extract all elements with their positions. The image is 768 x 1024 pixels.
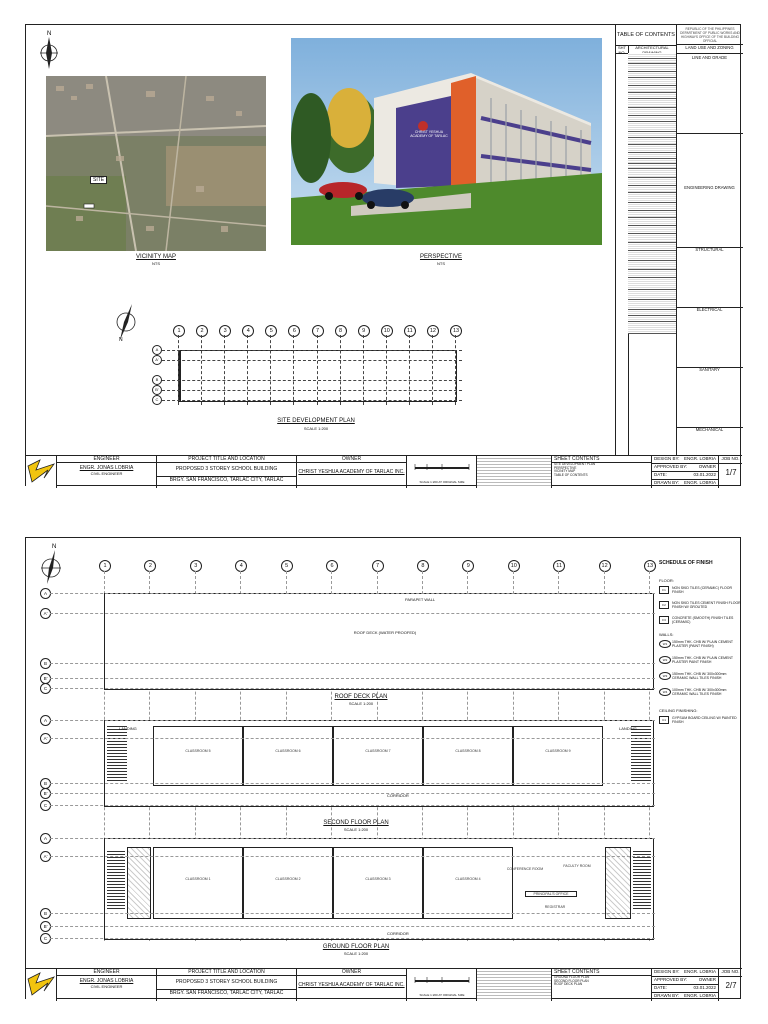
toc-row <box>628 169 676 178</box>
site-label: SITE <box>90 176 107 184</box>
sheet-contents-header: SHEET CONTENTS <box>552 456 651 463</box>
finish-floor-desc: NON SKID TILES CEMENT FINISH FLOOR FINISH W/ GROUTED <box>672 601 741 610</box>
engineer-header: ENGINEER <box>57 969 156 976</box>
grid-line <box>432 335 433 405</box>
grid-line <box>247 335 248 405</box>
site-plan-scale: SCALE 1:200 <box>303 426 329 431</box>
project-title: PROPOSED 3 STOREY SCHOOL BUILDING <box>157 976 296 990</box>
grid-column-bubble: 10 <box>381 325 393 337</box>
grid-line <box>270 335 271 405</box>
finish-ceiling-code: C1 <box>659 716 669 724</box>
grid-line <box>50 793 655 794</box>
grid-line <box>162 360 462 361</box>
grid-row-bubble: C <box>40 800 51 811</box>
grid-line <box>293 335 294 405</box>
grid-column-bubble: 8 <box>417 560 429 572</box>
toc-row <box>628 178 676 186</box>
project-location: BRGY. SAN FRANCISCO, TARLAC CITY, TARLAC <box>169 990 284 996</box>
title-block <box>26 968 742 1001</box>
finish-floor-code: F3 <box>659 616 669 624</box>
discipline-structural: STRUCTURAL <box>676 247 743 308</box>
roof-deck-scale: SCALE 1:200 <box>348 701 374 706</box>
grid-column-bubble: 10 <box>508 560 520 572</box>
grid-row-bubble: C <box>40 933 51 944</box>
grid-row-bubble: C <box>40 683 51 694</box>
grid-column-bubble: 13 <box>644 560 656 572</box>
roof-deck-plan <box>104 593 654 690</box>
finish-wall-desc: 150mm THK. CHB W/ PLAIN CEMENT PLASTER (PAINT FINISH) <box>672 640 733 649</box>
engineer-header: ENGINEER <box>57 456 156 463</box>
project-title: PROPOSED 3 STOREY SCHOOL BUILDING <box>157 463 296 477</box>
toc-row <box>628 86 676 93</box>
grid-column-bubble: 1 <box>99 560 111 572</box>
grid-row-bubble: A' <box>152 355 162 365</box>
grid-line <box>50 688 655 689</box>
owner-header: OWNER <box>297 456 406 463</box>
date-value: 03.01.2022 <box>693 985 716 990</box>
grid-column-bubble: 6 <box>326 560 338 572</box>
north-arrow-icon <box>112 302 140 342</box>
toc-row <box>628 270 676 278</box>
faculty-room-label: FACULTY ROOM <box>563 864 591 868</box>
finish-floor-code: F1 <box>659 586 669 594</box>
grid-column-bubble: 9 <box>358 325 370 337</box>
toc-row <box>628 278 676 290</box>
grid-line <box>363 335 364 405</box>
grid-row-bubble: B' <box>40 921 51 932</box>
schedule-wall-header: WALLS: <box>659 632 674 637</box>
finish-wall-desc: 150mm THK. CHB W/ PLAIN CEMENT PLASTER PAINT FINISH <box>672 656 733 665</box>
roof-deck-label: ROOF DECK (WATER PROOFED) <box>353 630 417 635</box>
design-by-label: DESIGN BY: <box>654 456 680 461</box>
ground-corridor-label: CORRIDOR <box>387 931 409 936</box>
classroom <box>333 847 423 919</box>
grid-column-bubble: 11 <box>553 560 565 572</box>
schedule-title: SCHEDULE OF FINISH <box>659 560 713 566</box>
classroom-label: CLASSROOM 9 <box>545 749 571 753</box>
grid-column-bubble: 4 <box>242 325 254 337</box>
perspective-render <box>291 38 602 245</box>
site-development-plan <box>144 325 464 410</box>
approved-by-label: APPROVED BY: <box>654 464 688 469</box>
toc-authority: REPUBLIC OF THE PHILIPPINES DEPARTMENT OF PUBLIC WORKS AND HIGHWAYS OFFICE OF THE BUILDING OFFICIAL <box>676 25 743 45</box>
finish-wall-code: W1 <box>659 640 671 648</box>
toc-row <box>628 99 676 108</box>
date-label: DATE: <box>654 985 667 990</box>
landing-right-label: LANDING <box>619 726 637 731</box>
toc-row <box>628 78 676 86</box>
vicinity-map-caption: VICINITY MAP <box>136 254 176 260</box>
grid-line <box>50 613 655 614</box>
finish-floor-code: F2 <box>659 601 669 609</box>
finish-wall-code: W2 <box>659 656 671 664</box>
classroom-label: CLASSROOM 5 <box>185 749 211 753</box>
comfort-room-left <box>127 847 151 919</box>
site-building-outline <box>178 350 457 402</box>
toc-row <box>628 193 676 203</box>
roof-deck-caption: ROOF DECK PLAN <box>334 694 388 700</box>
schedule-ceiling-header: CEILING FINISHING: <box>659 708 698 713</box>
finish-floor-desc: NON SKID TILES (CERAMIC) FLOOR FINISH <box>672 586 733 595</box>
grid-column-bubble: 6 <box>288 325 300 337</box>
registrar-label: REGISTRAR <box>544 905 566 909</box>
toc-row <box>628 226 676 234</box>
toc-row <box>628 186 676 193</box>
toc-row <box>628 243 676 251</box>
grid-line <box>317 335 318 405</box>
ground-floor-plan <box>104 838 654 940</box>
stair-right <box>631 726 651 781</box>
toc-drawings-column: ARCHITECTURAL <box>628 45 677 455</box>
toc-title: TABLE OF CONTENTS <box>616 25 676 46</box>
toc-sheet-column: SHT NO. <box>616 45 629 455</box>
toc-row <box>628 203 676 211</box>
landing-left-label: LANDING <box>119 726 137 731</box>
toc-row <box>628 64 676 72</box>
grid-column-bubble: 13 <box>450 325 462 337</box>
scale-note: SCALE 1:200 AT ORIGINAL SIZE <box>419 480 465 484</box>
firm-logo-icon <box>26 969 56 1001</box>
svg-text:N: N <box>52 544 57 550</box>
design-by-label: DESIGN BY: <box>654 969 680 974</box>
project-location: BRGY. SAN FRANCISCO, TARLAC CITY, TARLAC <box>169 477 284 483</box>
grid-line <box>50 926 655 927</box>
grid-line <box>50 805 655 806</box>
grid-line <box>162 390 462 391</box>
grid-row-bubble: A <box>40 833 51 844</box>
toc-row <box>628 300 676 310</box>
classroom <box>243 726 333 786</box>
toc-row <box>628 108 676 116</box>
grid-column-bubble: 11 <box>404 325 416 337</box>
second-floor-scale: SCALE 1:200 <box>343 827 369 832</box>
approved-by-value: OWNER <box>698 464 716 469</box>
grid-row-bubble: A' <box>40 733 51 744</box>
grid-line <box>455 335 456 405</box>
grid-column-bubble: 8 <box>335 325 347 337</box>
conference-room-label: CONFERENCE ROOM <box>506 867 544 871</box>
classroom <box>423 847 513 919</box>
discipline-sanitary: SANITARY <box>676 367 743 428</box>
principals-office-label: PRINCIPAL'S OFFICE <box>525 891 577 897</box>
grid-line <box>50 738 655 739</box>
toc-row <box>628 234 676 243</box>
graphic-scale-bar <box>407 456 477 480</box>
discipline-land-use: LAND USE AND ZONING <box>676 45 743 54</box>
grid-column-bubble: 3 <box>219 325 231 337</box>
grid-line <box>386 335 387 405</box>
classroom-label: CLASSROOM 1 <box>185 877 211 881</box>
grid-column-bubble: 9 <box>462 560 474 572</box>
classroom <box>333 726 423 786</box>
perspective-scale: NTS <box>437 261 445 266</box>
grid-column-bubble: 2 <box>144 560 156 572</box>
engineer-role: CIVIL ENGINEER <box>90 984 123 989</box>
classroom <box>423 726 513 786</box>
title-block <box>26 455 742 488</box>
firm-logo-icon <box>26 456 56 488</box>
stair-right <box>633 851 651 911</box>
finish-wall-code: W3 <box>659 672 671 680</box>
comfort-room-right <box>605 847 631 919</box>
svg-text:N: N <box>47 31 52 37</box>
grid-column-bubble: 7 <box>372 560 384 572</box>
classroom <box>153 726 243 786</box>
classroom-label: CLASSROOM 2 <box>275 877 301 881</box>
grid-line <box>162 400 462 401</box>
design-by-value: ENGR. LOBRIA <box>683 456 716 461</box>
toc-disciplines <box>676 45 743 455</box>
classroom-label: CLASSROOM 6 <box>275 749 301 753</box>
grid-line <box>50 838 655 839</box>
engineer-name: ENGR. JONAS LOBRIA <box>79 978 134 984</box>
north-arrow-icon <box>38 27 68 71</box>
schedule-floor-header: FLOOR: <box>659 578 674 583</box>
graphic-scale-bar <box>407 969 477 993</box>
drawing-sheet-1 <box>25 24 741 486</box>
table-of-contents <box>615 25 743 455</box>
classroom <box>153 847 243 919</box>
grid-line <box>162 350 462 351</box>
stair-left <box>107 726 127 781</box>
building-sign: CHRIST YESHUA ACADEMY OF TARLAC <box>410 130 448 138</box>
owner-name: CHRIST YESHUA ACADEMY OF TARLAC INC. <box>298 469 405 475</box>
design-by-value: ENGR. LOBRIA <box>683 969 716 974</box>
grid-row-bubble: A' <box>40 608 51 619</box>
grid-row-bubble: B <box>152 375 162 385</box>
classroom-label: CLASSROOM 7 <box>365 749 391 753</box>
discipline-line-grade: LINE AND GRADE <box>676 53 743 134</box>
job-no-label: JOB NO. <box>719 456 742 464</box>
engineer-role: CIVIL ENGINEER <box>90 471 123 476</box>
grid-column-bubbles <box>26 538 742 568</box>
sheet-number: 1/7 <box>725 468 737 477</box>
toc-row <box>628 138 676 145</box>
grid-line <box>50 938 655 939</box>
toc-row <box>628 211 676 218</box>
sheet-contents-list: SITE DEVELOPMENT PLAN PERSPECTIVE VICINITY MAP TABLE OF CONTENTS <box>554 462 596 477</box>
grid-row-bubble: A <box>40 715 51 726</box>
grid-row-bubble: C <box>152 395 162 405</box>
toc-row <box>628 322 676 334</box>
grid-row-bubble: A <box>40 588 51 599</box>
ground-floor-caption: GROUND FLOOR PLAN <box>322 944 390 950</box>
toc-row <box>628 122 676 132</box>
toc-row <box>628 145 676 153</box>
sheet-contents-list: GROUND FLOOR PLAN SECOND FLOOR PLAN ROOF DECK PLAN <box>554 975 590 987</box>
finish-wall-desc: 100mm THK. CHB W/ 300x300mm CERAMIC WALL TILES FINISH <box>672 688 727 697</box>
toc-row <box>628 261 676 270</box>
finish-ceiling-desc: GYPSUM BOARD CEILING W/ PAINTED FINISH <box>672 716 737 725</box>
grid-line <box>201 335 202 405</box>
finish-wall-desc: 150mm THK. CHB W/ 300x300mm CERAMIC WALL TILES FINISH <box>672 672 727 681</box>
drawn-by-value: ENGR. LOBRIA <box>683 480 716 485</box>
discipline-engineering: ENGINEERING DRAWING <box>676 185 743 248</box>
date-label: DATE: <box>654 472 667 477</box>
vicinity-map-scale: NTS <box>152 261 160 266</box>
grid-line <box>50 856 655 857</box>
owner-header: OWNER <box>297 969 406 976</box>
grid-line <box>50 783 655 784</box>
drawn-by-label: DRAWN BY: <box>654 480 680 485</box>
grid-row-bubble: B' <box>40 788 51 799</box>
grid-row-bubble: B' <box>40 673 51 684</box>
classroom <box>513 726 603 786</box>
toc-row <box>628 218 676 226</box>
drawn-by-value: ENGR. LOBRIA <box>683 993 716 998</box>
grid-line <box>409 335 410 405</box>
date-value: 03.01.2022 <box>693 472 716 477</box>
classroom-label: CLASSROOM 4 <box>455 877 481 881</box>
grid-row-bubble: A' <box>40 851 51 862</box>
job-no-label: JOB NO. <box>719 969 742 977</box>
sheet-number: 2/7 <box>725 981 737 990</box>
general-notes <box>476 456 551 488</box>
perspective-caption: PERSPECTIVE <box>419 254 462 260</box>
engineer-name: ENGR. JONAS LOBRIA <box>79 465 134 471</box>
classroom <box>243 847 333 919</box>
drawn-by-label: DRAWN BY: <box>654 993 680 998</box>
schedule-of-finish <box>659 560 739 740</box>
general-notes <box>476 969 551 1001</box>
grid-column-bubble: 7 <box>312 325 324 337</box>
project-header: PROJECT TITLE AND LOCATION <box>157 456 296 463</box>
drawing-sheet-2 <box>25 537 741 999</box>
grid-column-bubble: 2 <box>196 325 208 337</box>
classroom-label: CLASSROOM 3 <box>365 877 391 881</box>
stair-left <box>107 851 125 911</box>
discipline-electrical: ELECTRICAL <box>676 307 743 368</box>
toc-row <box>628 251 676 261</box>
grid-column-bubble: 12 <box>599 560 611 572</box>
grid-line <box>178 335 179 405</box>
vicinity-map-image <box>46 76 266 251</box>
grid-line <box>50 720 655 721</box>
toc-row <box>628 290 676 300</box>
grid-row-bubble: B <box>40 908 51 919</box>
second-corridor-label: CORRIDOR <box>387 793 409 798</box>
finish-floor-desc: CONCRETE (SMOOTH) FINISH TILES (CERAMIC) <box>672 616 734 625</box>
approved-by-label: APPROVED BY: <box>654 977 688 982</box>
owner-name: CHRIST YESHUA ACADEMY OF TARLAC INC. <box>298 982 405 988</box>
scale-note: SCALE 1:200 AT ORIGINAL SIZE <box>419 993 465 997</box>
grid-row-bubble: B' <box>152 385 162 395</box>
grid-line <box>162 380 462 381</box>
grid-row-bubble: A <box>152 345 162 355</box>
svg-text:N: N <box>119 337 123 342</box>
grid-column-bubble: 1 <box>173 325 185 337</box>
ground-floor-scale: SCALE 1:200 <box>343 951 369 956</box>
grid-row-bubble: B <box>40 658 51 669</box>
project-header: PROJECT TITLE AND LOCATION <box>157 969 296 976</box>
finish-wall-code: W4 <box>659 688 671 696</box>
grid-line <box>50 593 655 594</box>
grid-column-bubble: 4 <box>235 560 247 572</box>
grid-line <box>50 663 655 664</box>
discipline-mechanical: MECHANICAL <box>695 427 724 432</box>
classroom-label: CLASSROOM 8 <box>455 749 481 753</box>
grid-column-bubble: 5 <box>281 560 293 572</box>
grid-line <box>50 678 655 679</box>
grid-column-bubble: 12 <box>427 325 439 337</box>
approved-by-value: OWNER <box>698 977 716 982</box>
second-floor-caption: SECOND FLOOR PLAN <box>323 820 389 826</box>
grid-line <box>50 913 655 914</box>
grid-line <box>224 335 225 405</box>
site-plan-caption: SITE DEVELOPMENT PLAN <box>277 418 355 424</box>
grid-column-bubble: 3 <box>190 560 202 572</box>
grid-row-bubble: B <box>40 778 51 789</box>
roof-parapet-label: PARAPET WALL <box>405 597 436 602</box>
sheet-contents-header: SHEET CONTENTS <box>552 969 651 976</box>
grid-line <box>340 335 341 405</box>
grid-column-bubble: 5 <box>265 325 277 337</box>
